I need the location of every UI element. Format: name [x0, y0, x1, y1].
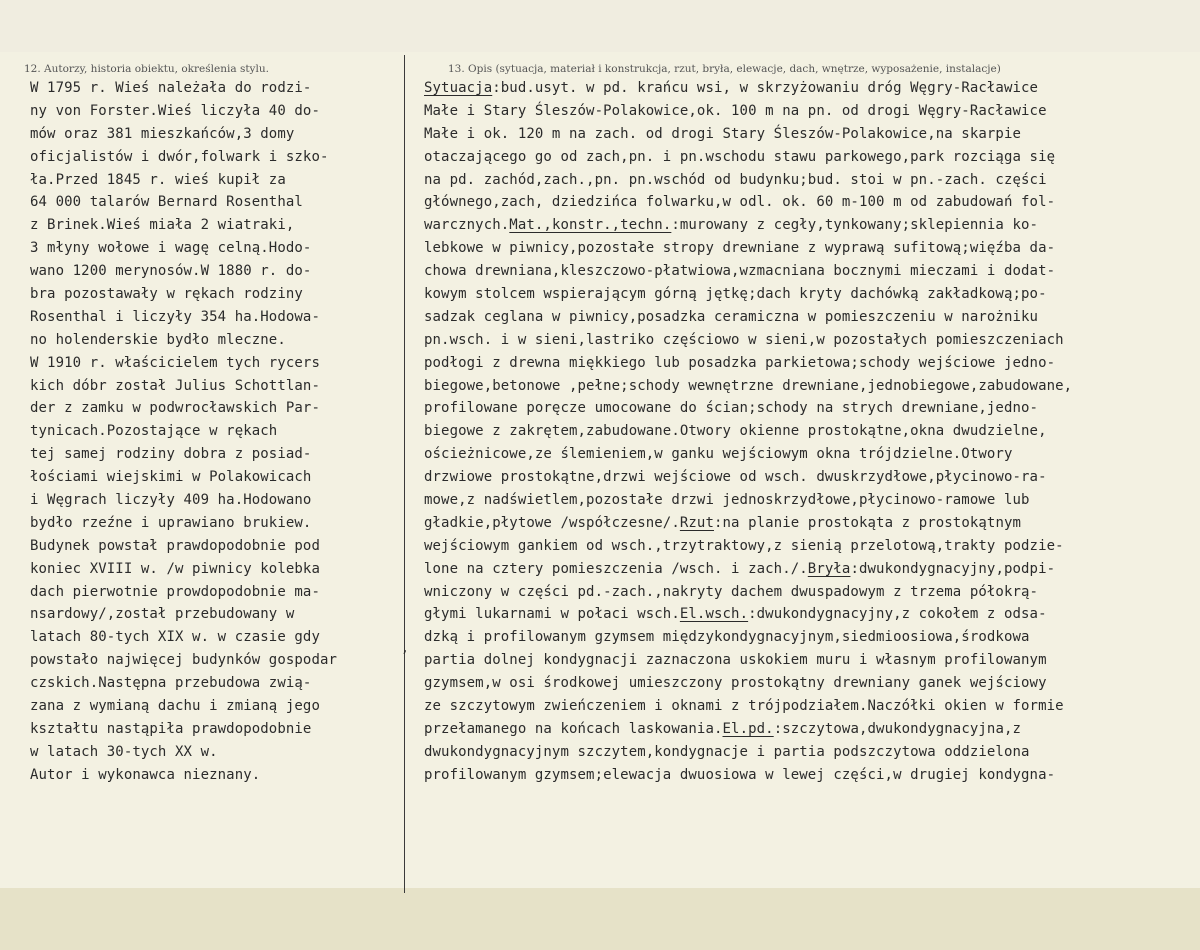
text-line — [424, 558, 1200, 581]
text-segment: przełamanego na końcach laskowania. — [424, 720, 723, 737]
text-line: powstało najwięcej budynków gospodar — [30, 652, 338, 669]
text-segment: profilowane poręcze umocowane do ścian;schody na strych drewniane,jedno- — [424, 400, 1039, 417]
text-line: bra pozostawały w rękach rodziny — [30, 286, 303, 303]
top-margin — [0, 0, 1200, 52]
text-segment: :bud.usyt. w pd. krańcu wsi, w skrzyżowaniu dróg Węgry-Racławice — [492, 80, 1039, 96]
text-segment: biegowe,betonowe ,pełne;schody wewnętrzne drewniane,jednobiegowe,zabudowane, — [424, 377, 1073, 394]
text-segment: kowym stolcem wspierającym górną jętkę;dach kryty dachówką zakładkową;po- — [424, 286, 1047, 303]
text-segment: chowa drewniana,kleszczowo-płatwiowa,wzmacniana bocznymi mieczami i dodat- — [424, 263, 1056, 280]
text-segment: sadzak ceglana w piwnicy,posadzka ceramiczna w pomieszczeniu w narożniku — [424, 308, 1039, 325]
text-line: 64 000 talarów Bernard Rosenthal — [30, 194, 303, 211]
text-line: czskich.Następna przebudowa zwią- — [30, 675, 312, 692]
text-segment: pn.wsch. i w sieni,lastriko częściowo w sieni,w pozostałych pomieszczeniach — [424, 331, 1064, 348]
text-line — [424, 123, 1200, 146]
text-line — [424, 672, 1200, 695]
section-label: Rzut — [679, 514, 714, 531]
section-label: El.pd. — [722, 720, 774, 737]
text-line: kich dóbr został Julius Schottlan- — [30, 377, 320, 394]
text-line: no holenderskie bydło mleczne. — [30, 331, 286, 348]
text-segment: partia dolnej kondygnacji zaznaczona uskokiem muru i własnym profilowanym — [424, 652, 1047, 669]
text-segment: :murowany z cegły,tynkowany;sklepiennia ko- — [671, 217, 1039, 234]
text-line — [424, 237, 1200, 260]
text-line: ła.Przed 1845 r. wieś kupił za — [30, 171, 286, 188]
text-segment: dwukondygnacyjnym szczytem,kondygnacje i partia podszczytowa oddzielona — [424, 743, 1030, 760]
text-line — [424, 306, 1200, 329]
section-label: El.wsch. — [679, 606, 749, 623]
text-line: ny von Forster.Wieś liczyła 40 do- — [30, 102, 320, 119]
text-segment: na pd. zachód,zach.,pn. pn.wschód od budynku;bud. stoi w pn.-zach. części — [424, 171, 1047, 188]
column-divider — [404, 55, 405, 893]
text-line: bydło rzeźne i uprawiano brukiew. — [30, 514, 312, 531]
text-line — [424, 260, 1200, 283]
text-line — [424, 191, 1200, 214]
text-segment: gładkie,płytowe /współczesne/. — [424, 514, 680, 531]
text-line: wano 1200 merynosów.W 1880 r. do- — [30, 263, 312, 280]
section-label: Sytuacja — [424, 80, 493, 96]
text-segment: dzką i profilowanym gzymsem międzykondygnacyjnym,siedmioosiowa,środkowa — [424, 629, 1030, 646]
history-text — [30, 77, 402, 787]
text-segment: głymi lukarnami w połaci wsch. — [424, 606, 680, 623]
text-line — [424, 718, 1200, 741]
text-segment: podłogi z drewna miękkiego lub posadzka parkietowa;schody wejściowe jedno- — [424, 354, 1056, 371]
text-line: Autor i wykonawca nieznany. — [30, 766, 261, 783]
text-line: oficjalistów i dwór,folwark i szko- — [30, 148, 329, 165]
text-line: mów oraz 381 mieszkańców,3 domy — [30, 125, 295, 142]
text-line — [424, 535, 1200, 558]
margin-comma: , — [401, 641, 409, 656]
text-segment: ościeżnicowe,ze ślemieniem,w ganku wejściowym okna trójdzielne.Otwory — [424, 446, 1013, 463]
text-segment: otaczającego go od zach,pn. i pn.wschodu stawu parkowego,park rozciąga się — [424, 148, 1056, 165]
text-segment: wejściowym gankiem od wsch.,trzytraktowy,z sienią przelotową,trakty podzie- — [424, 537, 1064, 554]
text-segment: gzymsem,w osi środkowej umieszczony prostokątny drewniany ganek wejściowy — [424, 675, 1047, 692]
text-line: koniec XVIII w. /w piwnicy kolebka — [30, 560, 320, 577]
text-line — [424, 695, 1200, 718]
text-line: łościami wiejskimi w Polakowicach — [30, 469, 312, 486]
text-line: w latach 30-tych XX w. — [30, 743, 218, 760]
text-segment: warcznych. — [424, 217, 510, 234]
text-segment: mowe,z nadświetlem,pozostałe drzwi jednoskrzydłowe,płycinowo-ramowe lub — [424, 492, 1030, 509]
text-segment: :na planie prostokąta z prostokątnym — [714, 514, 1022, 531]
text-line — [424, 375, 1200, 398]
section-label: Mat.,konstr.,techn. — [509, 217, 672, 234]
text-line — [424, 169, 1200, 192]
description-text — [424, 77, 1200, 787]
text-line: latach 80-tych XIX w. w czasie gdy — [30, 629, 320, 646]
text-line — [424, 443, 1200, 466]
text-line: tynicach.Pozostające w rękach — [30, 423, 278, 440]
text-line — [424, 741, 1200, 764]
text-line — [424, 603, 1200, 626]
text-line — [424, 352, 1200, 375]
text-segment: lone na cztery pomieszczenia /wsch. i zach./. — [424, 560, 808, 577]
text-line — [424, 146, 1200, 169]
text-segment: profilowanym gzymsem;elewacja dwuosiowa w lewej części,w drugiej kondygna- — [424, 766, 1056, 783]
text-line — [424, 764, 1200, 787]
text-segment: :dwukondygnacyjny,podpi- — [850, 560, 1056, 577]
text-line: nsardowy/,został przebudowany w — [30, 606, 295, 623]
text-line — [424, 420, 1200, 443]
text-line: Budynek powstał prawdopodobnie pod — [30, 537, 320, 554]
text-segment: :szczytowa,dwukondygnacyjna,z — [773, 720, 1022, 737]
text-segment: Małe i ok. 120 m na zach. od drogi Stary Śleszów-Polakowice,na skarpie — [424, 125, 1022, 142]
text-line — [424, 100, 1200, 123]
text-line: kształtu nastąpiła prawdopodobnie — [30, 720, 312, 737]
text-segment: biegowe z zakrętem,zabudowane.Otwory okienne prostokątne,okna dwudzielne, — [424, 423, 1047, 440]
text-line: Rosenthal i liczyły 354 ha.Hodowa- — [30, 308, 320, 325]
text-line — [424, 329, 1200, 352]
text-line: der z zamku w podwrocławskich Par- — [30, 400, 320, 417]
text-line — [424, 214, 1200, 237]
text-line: W 1910 r. właścicielem tych rycers — [30, 354, 320, 371]
text-line — [424, 466, 1200, 489]
text-line — [424, 626, 1200, 649]
text-line: 3 młyny wołowe i wagę celną.Hodo- — [30, 240, 312, 257]
text-line — [424, 581, 1200, 604]
text-segment: ze szczytowym zwieńczeniem i oknami z trójpodziałem.Naczółki okien w formie — [424, 698, 1064, 715]
text-line: tej samej rodziny dobra z posiad- — [30, 446, 312, 463]
bottom-margin — [0, 888, 1200, 950]
section-12-header: 12. Autorzy, historia obiektu, określenia stylu. — [24, 63, 269, 75]
text-line — [424, 649, 1200, 672]
section-label: Bryła — [807, 560, 851, 577]
text-line: W 1795 r. Wieś należała do rodzi- — [30, 80, 312, 96]
text-segment: lebkowe w piwnicy,pozostałe stropy drewniane z wyprawą sufitową;więźba da- — [424, 240, 1056, 257]
text-segment: drzwiowe prostokątne,drzwi wejściowe od wsch. dwuskrzydłowe,płycinowo-ra- — [424, 469, 1047, 486]
text-segment: Małe i Stary Śleszów-Polakowice,ok. 100 m na pn. od drogi Węgry-Racławice — [424, 102, 1047, 119]
text-line: z Brinek.Wieś miała 2 wiatraki, — [30, 217, 295, 234]
text-segment: :dwukondygnacyjny,z cokołem z odsa- — [748, 606, 1047, 623]
text-line — [424, 397, 1200, 420]
text-line: i Węgrach liczyły 409 ha.Hodowano — [30, 492, 312, 509]
text-segment: głównego,zach, dziedzińca folwarku,w odl. ok. 60 m-100 m od zabudowań fol- — [424, 194, 1056, 211]
text-line: dach pierwotnie prowdopodobnie ma- — [30, 583, 320, 600]
text-line: zana z wymianą dachu i zmianą jego — [30, 698, 320, 715]
text-line — [424, 512, 1200, 535]
text-segment: wniczony w części pd.-zach.,nakryty dachem dwuspadowym z trzema półokrą- — [424, 583, 1039, 600]
text-line — [424, 77, 1200, 100]
text-line — [424, 489, 1200, 512]
text-line — [424, 283, 1200, 306]
section-13-header: 13. Opis (sytuacja, materiał i konstrukcja, rzut, bryła, elewacje, dach, wnętrze, wyposażenie, instalacje) — [448, 63, 1001, 75]
